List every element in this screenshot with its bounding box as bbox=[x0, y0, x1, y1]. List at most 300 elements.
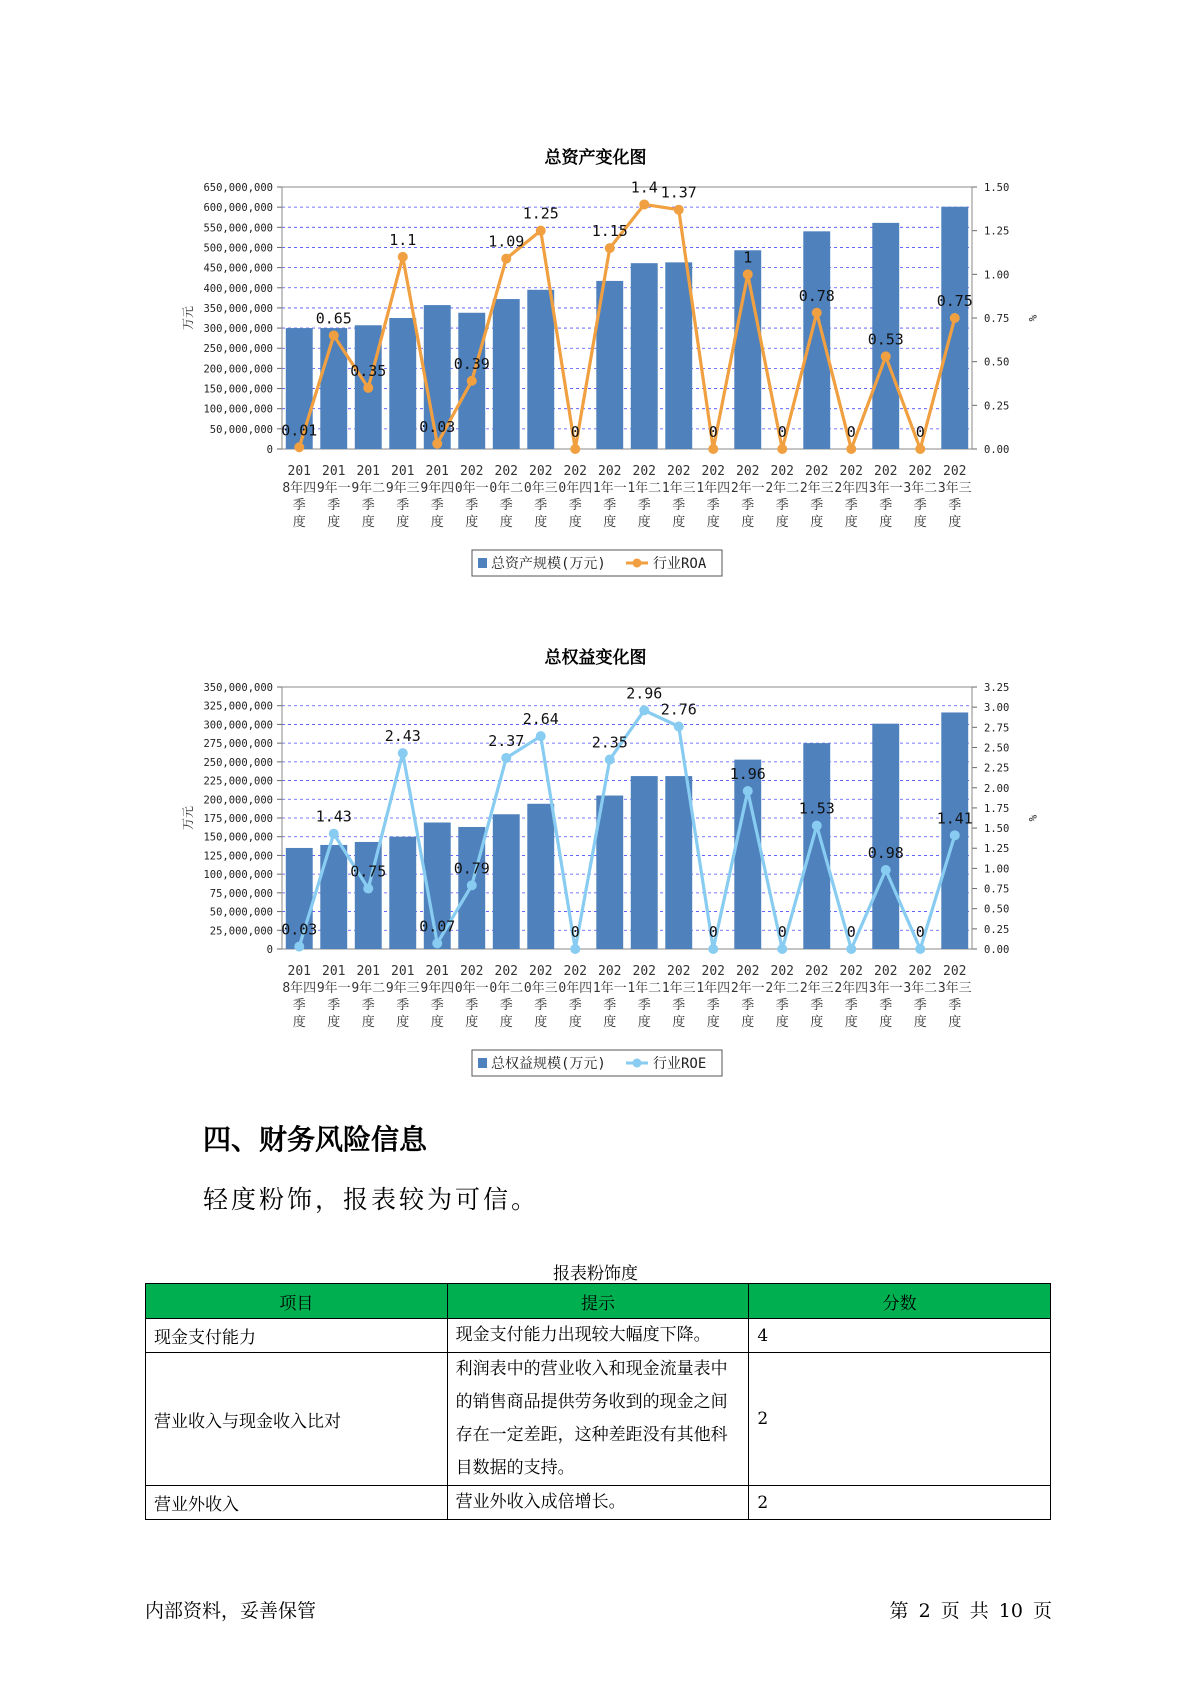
x-tick-label: 9年二 bbox=[351, 481, 386, 496]
x-tick-label: 度 bbox=[913, 515, 927, 530]
x-tick-label: 季 bbox=[810, 498, 824, 513]
series-point bbox=[536, 731, 546, 741]
y-tick-label: 350,000,000 bbox=[203, 682, 273, 694]
x-tick-label: 0年一 bbox=[454, 981, 489, 996]
data-label: 0 bbox=[708, 923, 718, 941]
x-tick-label: 1年一 bbox=[592, 981, 627, 996]
row-score: 2 bbox=[749, 1353, 1051, 1486]
data-label: 0 bbox=[915, 923, 925, 941]
data-label: 1.96 bbox=[729, 764, 766, 783]
row-hint: 利润表中的营业收入和现金流量表中的销售商品提供劳务收到的现金之间存在一定差距，这种差距没有其他科目数据的支持。 bbox=[447, 1353, 749, 1486]
x-tick-label: 8年四 bbox=[282, 981, 317, 996]
data-label: 1.25 bbox=[522, 204, 559, 223]
x-tick-label: 季 bbox=[948, 498, 962, 513]
x-tick-label: 8年四 bbox=[282, 481, 317, 496]
series-point bbox=[950, 830, 960, 840]
series-point bbox=[708, 444, 718, 454]
x-tick-label: 季 bbox=[465, 998, 479, 1013]
x-tick-label: 度 bbox=[879, 515, 893, 530]
legend-label: 行业ROA bbox=[653, 556, 707, 572]
bar bbox=[389, 837, 416, 949]
y-tick-label: 0 bbox=[266, 444, 273, 456]
x-tick-label: 度 bbox=[741, 1015, 755, 1030]
y-tick-label: 325,000,000 bbox=[203, 700, 273, 713]
y-tick-label: 125,000,000 bbox=[203, 850, 273, 863]
table-caption: 报表粉饰度 bbox=[553, 1264, 638, 1284]
x-tick-label: 季 bbox=[672, 498, 686, 513]
x-tick-label: 0年四 bbox=[558, 981, 593, 996]
x-tick-label: 202 bbox=[874, 464, 898, 479]
x-tick-label: 度 bbox=[672, 1015, 686, 1030]
x-tick-label: 度 bbox=[361, 515, 375, 530]
y-tick-label: 250,000,000 bbox=[203, 343, 273, 356]
bar bbox=[493, 299, 520, 449]
x-tick-label: 201 bbox=[425, 464, 449, 479]
x-tick-label: 季 bbox=[292, 998, 306, 1013]
x-tick-label: 季 bbox=[810, 998, 824, 1013]
bar bbox=[631, 263, 658, 449]
footer-page-number: 第 2 页 共 10 页 bbox=[889, 1600, 1052, 1622]
y2-tick-label: 1.25 bbox=[984, 225, 1010, 238]
series-point bbox=[398, 252, 408, 262]
series-point bbox=[846, 944, 856, 954]
y-tick-label: 600,000,000 bbox=[203, 202, 273, 215]
x-tick-label: 202 bbox=[736, 464, 760, 479]
x-tick-label: 201 bbox=[322, 464, 346, 479]
y-axis-title: 万元 bbox=[181, 805, 195, 831]
x-tick-label: 季 bbox=[775, 498, 789, 513]
legend-swatch-marker bbox=[633, 559, 642, 568]
section-heading: 四、财务风险信息 bbox=[203, 1123, 428, 1156]
x-tick-label: 季 bbox=[361, 998, 375, 1013]
data-label: 0 bbox=[777, 423, 787, 441]
y-tick-label: 275,000,000 bbox=[203, 738, 273, 751]
x-tick-label: 202 bbox=[839, 464, 863, 479]
x-tick-label: 202 bbox=[943, 964, 967, 979]
row-item: 营业收入与现金收入比对 bbox=[146, 1353, 448, 1486]
y-tick-label: 225,000,000 bbox=[203, 775, 273, 788]
data-label: 0.75 bbox=[936, 292, 973, 310]
x-tick-label: 季 bbox=[327, 998, 341, 1013]
x-tick-label: 202 bbox=[701, 964, 725, 979]
x-tick-label: 季 bbox=[913, 998, 927, 1013]
bar bbox=[493, 814, 520, 949]
y-tick-label: 250,000,000 bbox=[203, 756, 273, 769]
data-label: 2.76 bbox=[660, 700, 697, 719]
y2-tick-label: 2.25 bbox=[984, 762, 1010, 775]
y2-tick-label: 0.25 bbox=[984, 923, 1010, 936]
x-tick-label: 202 bbox=[701, 464, 725, 479]
bar bbox=[872, 724, 899, 949]
x-tick-label: 201 bbox=[356, 464, 380, 479]
bar bbox=[803, 231, 830, 449]
series-point bbox=[605, 755, 615, 765]
x-tick-label: 度 bbox=[810, 1015, 824, 1030]
x-tick-label: 202 bbox=[632, 964, 656, 979]
data-label: 0 bbox=[570, 923, 580, 941]
row-hint: 营业外收入成倍增长。 bbox=[447, 1486, 749, 1520]
x-tick-label: 度 bbox=[879, 1015, 893, 1030]
y2-tick-label: 0.00 bbox=[984, 444, 1010, 456]
y2-tick-label: 2.75 bbox=[984, 722, 1010, 735]
data-label: 1.4 bbox=[630, 178, 658, 197]
header-score: 分数 bbox=[749, 1284, 1051, 1319]
x-tick-label: 季 bbox=[879, 498, 893, 513]
row-item: 营业外收入 bbox=[146, 1486, 448, 1520]
data-label: 1.1 bbox=[389, 230, 417, 249]
x-tick-label: 201 bbox=[391, 964, 415, 979]
y-tick-label: 200,000,000 bbox=[203, 794, 273, 807]
series-point bbox=[501, 753, 511, 763]
chart-title-total-equity: 总权益变化图 bbox=[544, 648, 647, 668]
legend-swatch-marker bbox=[633, 1059, 642, 1068]
x-tick-label: 季 bbox=[465, 498, 479, 513]
y-tick-label: 400,000,000 bbox=[203, 282, 273, 295]
x-tick-label: 202 bbox=[563, 964, 587, 979]
x-tick-label: 1年三 bbox=[661, 981, 696, 996]
x-tick-label: 201 bbox=[322, 964, 346, 979]
x-tick-label: 3年一 bbox=[868, 481, 903, 496]
x-tick-label: 202 bbox=[460, 464, 484, 479]
x-tick-label: 0年四 bbox=[558, 481, 593, 496]
y2-tick-label: 0.50 bbox=[984, 356, 1010, 369]
x-tick-label: 9年三 bbox=[385, 981, 420, 996]
x-tick-label: 季 bbox=[568, 498, 582, 513]
y2-axis-title: % bbox=[1026, 814, 1039, 822]
x-tick-label: 度 bbox=[948, 515, 962, 530]
x-tick-label: 度 bbox=[327, 1015, 341, 1030]
x-tick-label: 202 bbox=[632, 464, 656, 479]
x-tick-label: 201 bbox=[287, 464, 311, 479]
x-tick-label: 202 bbox=[839, 964, 863, 979]
x-tick-label: 季 bbox=[499, 498, 513, 513]
data-label: 0 bbox=[570, 423, 580, 441]
data-label: 0 bbox=[777, 923, 787, 941]
data-label: 0 bbox=[915, 423, 925, 441]
x-tick-label: 季 bbox=[396, 998, 410, 1013]
y-tick-label: 150,000,000 bbox=[203, 831, 273, 844]
x-tick-label: 度 bbox=[292, 515, 306, 530]
series-point bbox=[881, 865, 891, 875]
series-point bbox=[329, 330, 339, 340]
x-tick-label: 0年二 bbox=[489, 481, 524, 496]
x-tick-label: 2年三 bbox=[799, 981, 834, 996]
x-tick-label: 季 bbox=[637, 498, 651, 513]
x-tick-label: 9年四 bbox=[420, 481, 455, 496]
bar bbox=[665, 776, 692, 949]
x-tick-label: 季 bbox=[327, 498, 341, 513]
x-tick-label: 9年四 bbox=[420, 981, 455, 996]
x-tick-label: 度 bbox=[844, 515, 858, 530]
y-tick-label: 300,000,000 bbox=[203, 719, 273, 732]
series-point bbox=[363, 383, 373, 393]
x-tick-label: 度 bbox=[603, 515, 617, 530]
y2-tick-label: 0.00 bbox=[984, 944, 1010, 956]
x-tick-label: 202 bbox=[529, 964, 553, 979]
x-tick-label: 度 bbox=[568, 1015, 582, 1030]
header-item: 项目 bbox=[146, 1284, 448, 1319]
series-point bbox=[294, 942, 304, 952]
x-tick-label: 季 bbox=[913, 498, 927, 513]
x-tick-label: 季 bbox=[741, 498, 755, 513]
y2-tick-label: 1.00 bbox=[984, 863, 1010, 876]
x-tick-label: 度 bbox=[637, 1015, 651, 1030]
x-tick-label: 0年二 bbox=[489, 981, 524, 996]
table-row bbox=[146, 1486, 1051, 1520]
data-label: 0.78 bbox=[798, 286, 835, 305]
legend-label: 行业ROE bbox=[653, 1056, 707, 1072]
x-tick-label: 2年一 bbox=[730, 481, 765, 496]
x-tick-label: 度 bbox=[499, 515, 513, 530]
x-tick-label: 201 bbox=[287, 964, 311, 979]
table-row bbox=[146, 1319, 1051, 1353]
x-tick-label: 季 bbox=[637, 998, 651, 1013]
x-tick-label: 季 bbox=[775, 998, 789, 1013]
bar bbox=[320, 328, 347, 449]
series-point bbox=[743, 786, 753, 796]
y-axis-title: 万元 bbox=[181, 305, 195, 331]
x-tick-label: 度 bbox=[706, 1015, 720, 1030]
x-tick-label: 202 bbox=[494, 464, 518, 479]
series-point bbox=[398, 748, 408, 758]
series-point bbox=[708, 944, 718, 954]
x-tick-label: 202 bbox=[460, 964, 484, 979]
series-point bbox=[432, 938, 442, 948]
data-label: 1.37 bbox=[660, 183, 697, 202]
y-tick-label: 75,000,000 bbox=[209, 887, 273, 900]
x-tick-label: 度 bbox=[775, 515, 789, 530]
x-tick-label: 9年三 bbox=[385, 481, 420, 496]
x-tick-label: 季 bbox=[741, 998, 755, 1013]
data-label: 0.79 bbox=[453, 859, 490, 878]
x-tick-label: 度 bbox=[292, 1015, 306, 1030]
series-point bbox=[777, 944, 787, 954]
x-tick-label: 9年二 bbox=[351, 981, 386, 996]
bar bbox=[389, 318, 416, 449]
x-tick-label: 2年一 bbox=[730, 981, 765, 996]
x-tick-label: 202 bbox=[494, 964, 518, 979]
total-equity-chart bbox=[0, 675, 1191, 1095]
series-point bbox=[570, 944, 580, 954]
x-tick-label: 季 bbox=[534, 998, 548, 1013]
x-tick-label: 0年三 bbox=[523, 481, 558, 496]
x-tick-label: 202 bbox=[908, 964, 932, 979]
series-point bbox=[432, 439, 442, 449]
row-item: 现金支付能力 bbox=[146, 1319, 448, 1353]
chart-title-total-assets: 总资产变化图 bbox=[544, 148, 647, 168]
footer-confidential: 内部资料，妥善保管 bbox=[145, 1600, 317, 1622]
data-label: 1.41 bbox=[936, 809, 973, 828]
y2-tick-label: 3.00 bbox=[984, 702, 1010, 715]
x-tick-label: 度 bbox=[844, 1015, 858, 1030]
bar bbox=[665, 262, 692, 449]
x-tick-label: 季 bbox=[844, 998, 858, 1013]
x-tick-label: 度 bbox=[775, 1015, 789, 1030]
x-tick-label: 度 bbox=[534, 515, 548, 530]
x-tick-label: 度 bbox=[672, 515, 686, 530]
x-tick-label: 度 bbox=[706, 515, 720, 530]
y-tick-label: 300,000,000 bbox=[203, 323, 273, 336]
row-hint: 现金支付能力出现较大幅度下降。 bbox=[447, 1319, 749, 1353]
data-label: 1.09 bbox=[488, 232, 525, 251]
data-label: 0.03 bbox=[281, 920, 318, 939]
y2-tick-label: 0.75 bbox=[984, 883, 1010, 896]
y-tick-label: 500,000,000 bbox=[203, 242, 273, 255]
x-tick-label: 度 bbox=[396, 1015, 410, 1030]
x-tick-label: 2年四 bbox=[834, 481, 869, 496]
table-row bbox=[146, 1353, 1051, 1486]
series-point bbox=[674, 205, 684, 215]
series-point bbox=[570, 444, 580, 454]
y2-tick-label: 0.50 bbox=[984, 903, 1010, 916]
y-tick-label: 175,000,000 bbox=[203, 813, 273, 825]
series-point bbox=[915, 444, 925, 454]
x-tick-label: 季 bbox=[706, 998, 720, 1013]
x-tick-label: 度 bbox=[948, 1015, 962, 1030]
x-tick-label: 度 bbox=[603, 1015, 617, 1030]
bar bbox=[527, 290, 554, 449]
x-tick-label: 季 bbox=[499, 998, 513, 1013]
x-tick-label: 202 bbox=[805, 964, 829, 979]
data-label: 0 bbox=[708, 423, 718, 441]
header-hint: 提示 bbox=[447, 1284, 749, 1319]
data-label: 0 bbox=[846, 923, 856, 941]
data-label: 0.07 bbox=[419, 917, 456, 936]
data-label: 2.37 bbox=[488, 731, 525, 750]
series-point bbox=[294, 442, 304, 452]
x-tick-label: 3年三 bbox=[937, 481, 972, 496]
series-point bbox=[639, 705, 649, 715]
data-label: 0.39 bbox=[453, 354, 490, 373]
y-tick-label: 350,000,000 bbox=[203, 302, 273, 315]
x-tick-label: 1年三 bbox=[661, 481, 696, 496]
series-point bbox=[915, 944, 925, 954]
data-label: 0.01 bbox=[281, 421, 318, 440]
x-tick-label: 202 bbox=[874, 964, 898, 979]
series-point bbox=[363, 884, 373, 894]
x-tick-label: 202 bbox=[598, 964, 622, 979]
x-tick-label: 季 bbox=[292, 498, 306, 513]
series-point bbox=[743, 269, 753, 279]
data-label: 1.53 bbox=[798, 799, 835, 818]
x-tick-label: 季 bbox=[430, 998, 444, 1013]
bar bbox=[527, 804, 554, 949]
y2-tick-label: 2.50 bbox=[984, 742, 1010, 755]
data-label: 2.43 bbox=[384, 727, 421, 746]
x-tick-label: 1年一 bbox=[592, 481, 627, 496]
x-tick-label: 1年二 bbox=[627, 481, 662, 496]
data-label: 1.15 bbox=[591, 222, 628, 241]
x-tick-label: 季 bbox=[603, 498, 617, 513]
x-tick-label: 度 bbox=[396, 515, 410, 530]
x-tick-label: 202 bbox=[563, 464, 587, 479]
x-tick-label: 1年四 bbox=[696, 981, 731, 996]
data-label: 0.03 bbox=[419, 417, 456, 436]
x-tick-label: 季 bbox=[948, 998, 962, 1013]
data-label: 1.43 bbox=[315, 807, 352, 826]
x-tick-label: 3年一 bbox=[868, 981, 903, 996]
x-tick-label: 度 bbox=[637, 515, 651, 530]
y-tick-label: 450,000,000 bbox=[203, 262, 273, 275]
y2-tick-label: 1.75 bbox=[984, 802, 1010, 815]
series-point bbox=[501, 254, 511, 264]
x-tick-label: 202 bbox=[770, 964, 794, 979]
table-header-row bbox=[146, 1284, 1051, 1319]
row-score: 4 bbox=[749, 1319, 1051, 1353]
legend-label: 总资产规模(万元) bbox=[491, 556, 606, 572]
x-tick-label: 季 bbox=[396, 498, 410, 513]
bar bbox=[631, 776, 658, 949]
x-tick-label: 季 bbox=[879, 998, 893, 1013]
x-tick-label: 度 bbox=[499, 1015, 513, 1030]
data-label: 2.96 bbox=[626, 684, 663, 703]
data-label: 0.65 bbox=[315, 309, 352, 328]
y-tick-label: 550,000,000 bbox=[203, 222, 273, 235]
data-label: 0.35 bbox=[350, 361, 387, 380]
x-tick-label: 202 bbox=[667, 464, 691, 479]
x-tick-label: 季 bbox=[534, 498, 548, 513]
x-tick-label: 季 bbox=[361, 498, 375, 513]
legend-swatch-bar bbox=[478, 558, 487, 568]
x-tick-label: 3年二 bbox=[903, 981, 938, 996]
x-tick-label: 0年三 bbox=[523, 981, 558, 996]
y-tick-label: 100,000,000 bbox=[203, 869, 273, 882]
y2-tick-label: 1.50 bbox=[984, 182, 1010, 194]
x-tick-label: 202 bbox=[529, 464, 553, 479]
data-label: 0.53 bbox=[867, 330, 904, 349]
total-assets-chart bbox=[0, 175, 1191, 595]
y2-tick-label: 1.50 bbox=[984, 823, 1010, 836]
series-point bbox=[605, 243, 615, 253]
x-tick-label: 2年二 bbox=[765, 481, 800, 496]
x-tick-label: 季 bbox=[568, 998, 582, 1013]
x-tick-label: 2年三 bbox=[799, 481, 834, 496]
x-tick-label: 季 bbox=[844, 498, 858, 513]
y2-tick-label: 0.25 bbox=[984, 400, 1010, 413]
x-tick-label: 1年二 bbox=[627, 981, 662, 996]
x-tick-label: 9年一 bbox=[316, 481, 351, 496]
x-tick-label: 3年三 bbox=[937, 981, 972, 996]
x-tick-label: 202 bbox=[736, 964, 760, 979]
x-tick-label: 季 bbox=[430, 498, 444, 513]
series-point bbox=[329, 829, 339, 839]
x-tick-label: 202 bbox=[805, 464, 829, 479]
y2-tick-label: 2.00 bbox=[984, 782, 1010, 795]
data-label: 2.35 bbox=[591, 733, 628, 752]
y-tick-label: 100,000,000 bbox=[203, 403, 273, 416]
data-label: 0.98 bbox=[867, 843, 904, 862]
x-tick-label: 1年四 bbox=[696, 481, 731, 496]
x-tick-label: 2年二 bbox=[765, 981, 800, 996]
x-tick-label: 202 bbox=[943, 464, 967, 479]
data-label: 0 bbox=[846, 423, 856, 441]
x-tick-label: 202 bbox=[598, 464, 622, 479]
series-point bbox=[950, 313, 960, 323]
y-tick-label: 200,000,000 bbox=[203, 363, 273, 376]
x-tick-label: 9年一 bbox=[316, 981, 351, 996]
x-tick-label: 201 bbox=[391, 464, 415, 479]
x-tick-label: 201 bbox=[425, 964, 449, 979]
y-tick-label: 150,000,000 bbox=[203, 383, 273, 396]
legend-swatch-bar bbox=[478, 1058, 487, 1068]
x-tick-label: 度 bbox=[430, 515, 444, 530]
x-tick-label: 度 bbox=[465, 1015, 479, 1030]
bar bbox=[941, 207, 968, 449]
y2-tick-label: 1.00 bbox=[984, 269, 1010, 282]
series-point bbox=[674, 722, 684, 732]
bar bbox=[803, 743, 830, 949]
x-tick-label: 度 bbox=[361, 1015, 375, 1030]
